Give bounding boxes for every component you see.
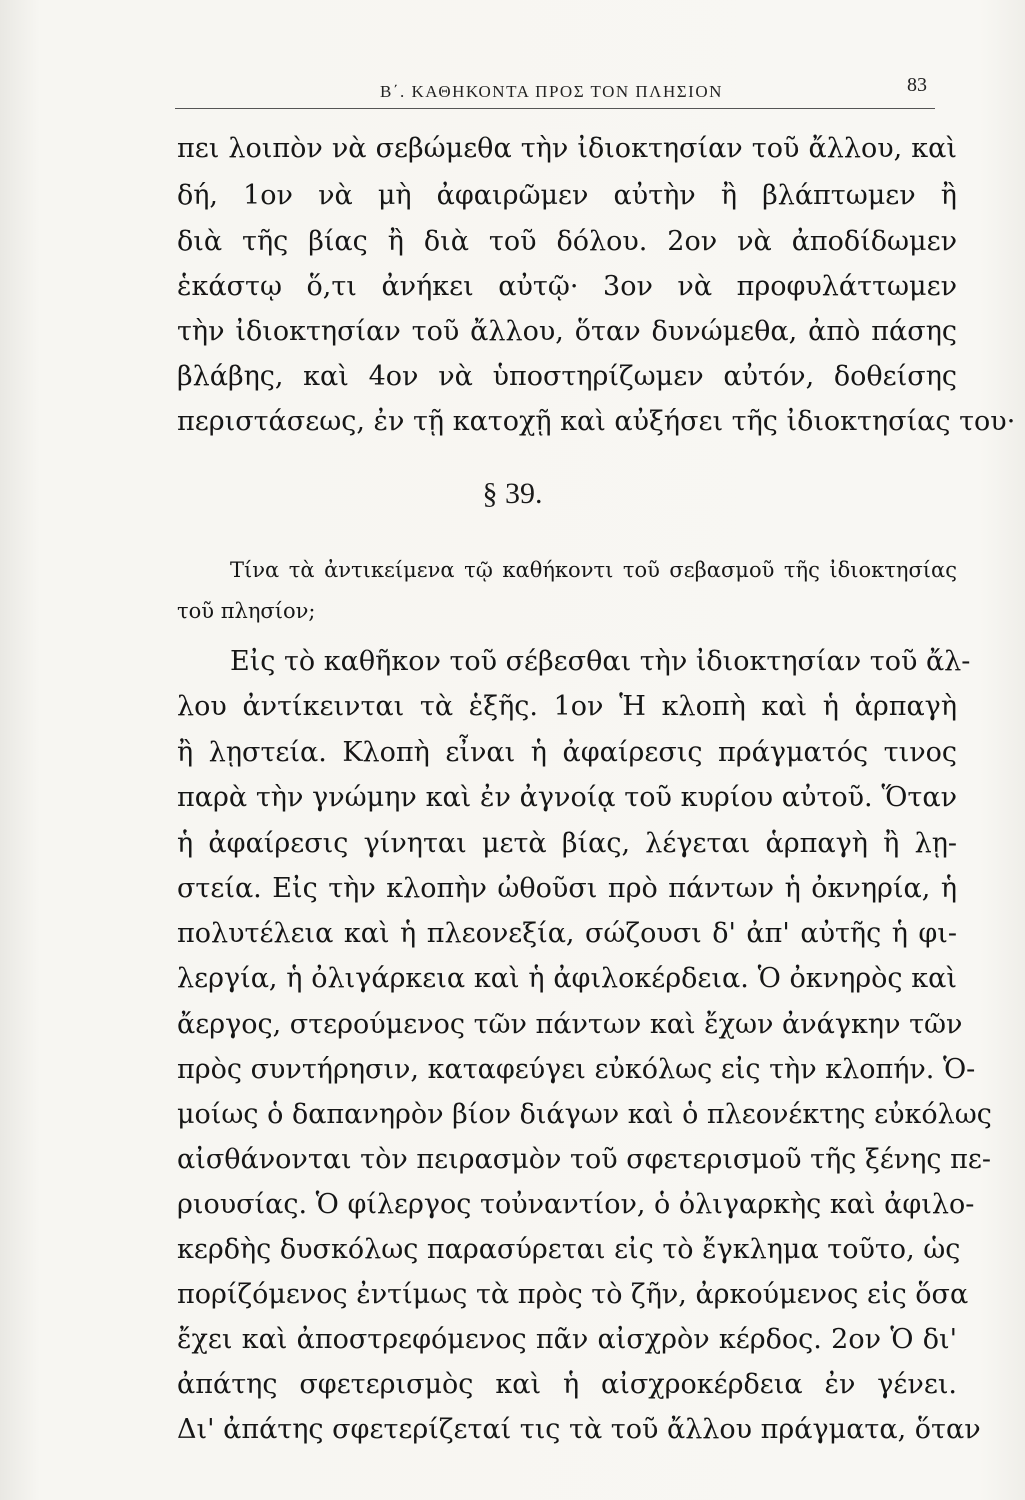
text-line: πολυτέλεια καὶ ἡ πλεονεξία, σώζουσι δ' ἀπ' αὐτῆς ἡ φι- [177,918,957,949]
text-line: περιστάσεως, ἐν τῇ κατοχῇ καὶ αὐξήσει τῆς ἰδιοκτησίας του· [177,406,1016,437]
text-line: κερδὴς δυσκόλως παρασύρεται εἰς τὸ ἔγκλημα τοῦτο, ὡς [177,1234,961,1265]
text-line: ἄεργος, στερούμενος τῶν πάντων καὶ ἔχων ἀνάγκην τῶν [177,1009,963,1040]
text-line: τὴν ἰδιοκτησίαν τοῦ ἄλλου, ὅταν δυνώμεθα, ἀπὸ πάσης [177,316,957,347]
text-line: δή, 1ον νὰ μὴ ἀφαιρῶμεν αὐτὴν ἢ βλάπτωμεν ἢ [177,180,957,211]
text-line: αἰσθάνονται τὸν πειρασμὸν τοῦ σφετερισμοῦ τῆς ξένης πε- [177,1144,991,1175]
text-line: ἑκάστῳ ὅ,τι ἀνήκει αὐτῷ· 3ον νὰ προφυλάττωμεν [177,271,957,302]
text-line: βλάβης, καὶ 4ον νὰ ὑποστηρίζωμεν αὐτόν, δοθείσης [177,361,957,392]
text-line: πρὸς συντήρησιν, καταφεύγει εὐκόλως εἰς τὴν κλοπήν. Ὁ- [177,1054,976,1085]
text-line: λεργία, ἡ ὀλιγάρκεια καὶ ἡ ἀφιλοκέρδεια. Ὁ ὀκνηρὸς καὶ [177,963,957,994]
text-line: ἡ ἀφαίρεσις γίνηται μετὰ βίας, λέγεται ἁρπαγὴ ἢ λῃ- [177,828,957,859]
text-line: μοίως ὁ δαπανηρὸν βίον διάγων καὶ ὁ πλεονέκτης εὐκόλως [177,1099,992,1130]
text-line: Δι' ἀπάτης σφετερίζεταί τις τὰ τοῦ ἄλλου πράγματα, ὅταν [177,1414,981,1445]
text-line: πει λοιπὸν νὰ σεβώμεθα τὴν ἰδιοκτησίαν τοῦ ἄλλου, καὶ [177,133,957,164]
question-line: Τίνα τὰ ἀντικείμενα τῷ καθήκοντι τοῦ σεβασμοῦ τῆς ἰδιοκτησίας [230,558,957,582]
text-line: ἔχει καὶ ἀποστρεφόμενος πᾶν αἰσχρὸν κέρδος. 2ον Ὁ δι' [177,1324,957,1355]
text-line: ριουσίας. Ὁ φίλεργος τοὐναντίον, ὁ ὀλιγαρκὴς καὶ ἀφιλο- [177,1189,975,1220]
page-number: 83 [907,74,927,96]
page-header [175,74,935,109]
text-line: Εἰς τὸ καθῆκον τοῦ σέβεσθαι τὴν ἰδιοκτησίαν τοῦ ἄλ- [230,646,971,677]
text-line: λου ἀντίκεινται τὰ ἑξῆς. 1ον Ἡ κλοπὴ καὶ ἡ ἁρπαγὴ [177,691,957,722]
text-line: ἀπάτης σφετερισμὸς καὶ ἡ αἰσχροκέρδεια ἐν γένει. [177,1369,957,1400]
running-head: Β΄. ΚΑΘΗΚΟΝΤΑ ΠΡΟΣ ΤΟΝ ΠΛΗΣΙΟΝ [380,82,723,101]
text-line: παρὰ τὴν γνώμην καὶ ἐν ἀγνοίᾳ τοῦ κυρίου αὐτοῦ. Ὅταν [177,782,957,813]
question-line: τοῦ πλησίον; [177,599,316,623]
text-line: διὰ τῆς βίας ἢ διὰ τοῦ δόλου. 2ον νὰ ἀποδίδωμεν [177,226,957,257]
text-line: στεία. Εἰς τὴν κλοπὴν ὠθοῦσι πρὸ πάντων ἡ ὀκνηρία, ἡ [177,873,957,904]
text-line: ἢ λῃστεία. Κλοπὴ εἶναι ἡ ἀφαίρεσις πράγματός τινος [177,737,957,768]
section-number: § 39. [482,477,543,510]
text-line: πορίζόμενος ἐντίμως τὰ πρὸς τὸ ζῆν, ἀρκούμενος εἰς ὅσα [177,1279,969,1310]
